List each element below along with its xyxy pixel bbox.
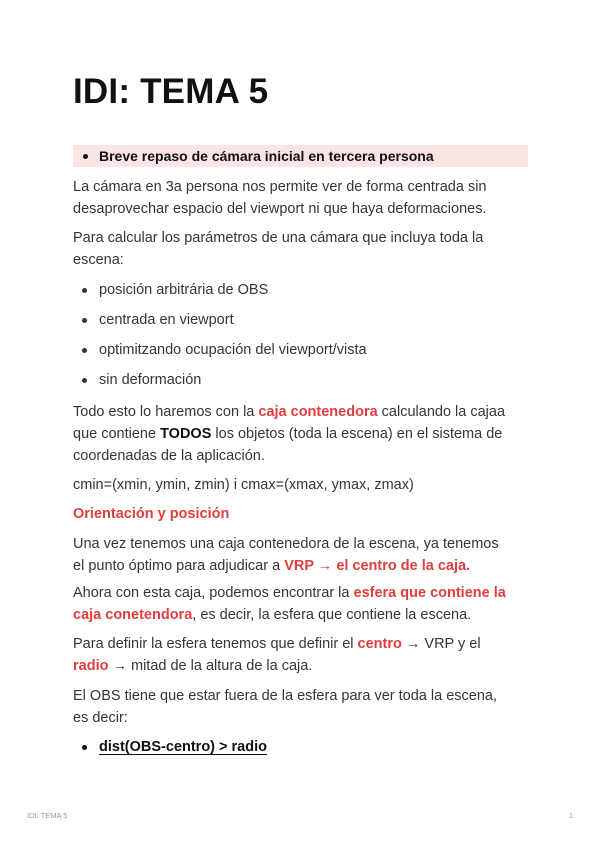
text-run: → VRP y el (401, 636, 481, 652)
paragraph-vrp (73, 533, 533, 577)
paragraph-line: El OBS tiene que estar fuera de la esfera para ver toda la escena, (73, 688, 497, 704)
paragraph-intro (73, 176, 533, 220)
bold-term: TODOS (160, 426, 212, 442)
highlighted-term: centro (357, 636, 402, 652)
list-item (99, 339, 367, 361)
bullet-icon (82, 348, 87, 353)
highlighted-term: radio (73, 658, 109, 674)
page-title: IDI: TEMA 5 (73, 72, 269, 111)
paragraph-obs (73, 685, 533, 729)
text-run: el punto óptimo para adjudicar a (73, 558, 285, 574)
text-run: Ahora con esta caja, podemos encontrar la (73, 585, 354, 601)
list-item-text: dist(OBS-centro) > radio (99, 739, 267, 755)
highlighted-list-item (73, 145, 528, 167)
list-item-text: posición arbitrária de OBS (99, 282, 269, 298)
bullet-icon (83, 154, 88, 159)
paragraph-line: Para calcular los parámetros de una cámara que incluya toda la (73, 230, 484, 246)
bullet-icon (82, 745, 87, 750)
text-run: Para definir la esfera tenemos que definir el (73, 636, 358, 652)
paragraph-line: escena: (73, 252, 124, 268)
highlighted-item-text: Breve repaso de cámara inicial en tercera persona (99, 148, 434, 164)
list-item (99, 309, 234, 331)
text-run: Una vez tenemos una caja contenedora de la escena, ya tenemos (73, 536, 499, 552)
text-run: coordenadas de la aplicación. (73, 448, 265, 464)
highlighted-term: caja contenedora (258, 404, 378, 420)
highlighted-term: caja conetendora (73, 607, 193, 623)
list-item (99, 279, 268, 301)
bullet-icon (82, 378, 87, 383)
paragraph-line: es decir: (73, 710, 128, 726)
bullet-icon (82, 288, 87, 293)
paragraph-line: desaprovechar espacio del viewport ni que haya deformaciones. (73, 201, 487, 217)
highlighted-term: esfera que contiene la (353, 585, 506, 601)
footer-title: IDI: TEMA 5 (27, 811, 68, 820)
paragraph-sphere (73, 582, 533, 626)
bullet-icon (82, 318, 87, 323)
list-item-text: sin deformación (99, 372, 202, 388)
text-run: los objetos (toda la escena) en el sistema de (211, 426, 503, 442)
paragraph-center-radius (73, 633, 533, 677)
list-item-text: centrada en viewport (99, 312, 234, 328)
text-run: calculando la cajaa (377, 404, 506, 420)
paragraph-parameters (73, 227, 533, 271)
paragraph-bounding-box (73, 401, 533, 467)
text-run: → mitad de la altura de la caja. (108, 658, 313, 674)
section-heading: Orientación y posición (73, 506, 230, 522)
text-run: Todo esto lo haremos con la (73, 404, 259, 420)
page-number: 1 (569, 811, 574, 820)
highlighted-term: VRP → el centro de la caja. (284, 558, 471, 574)
paragraph-line: La cámara en 3a persona nos permite ver de forma centrada sin (73, 179, 487, 195)
list-item (99, 736, 267, 758)
list-item (99, 369, 201, 391)
list-item-text: optimitzando ocupación del viewport/vista (99, 342, 367, 358)
text-run: , es decir, la esfera que contiene la escena. (192, 607, 472, 623)
text-run: que contiene (73, 426, 161, 442)
formula-line: cmin=(xmin, ymin, zmin) i cmax=(xmax, ymax, zmax) (73, 477, 414, 493)
